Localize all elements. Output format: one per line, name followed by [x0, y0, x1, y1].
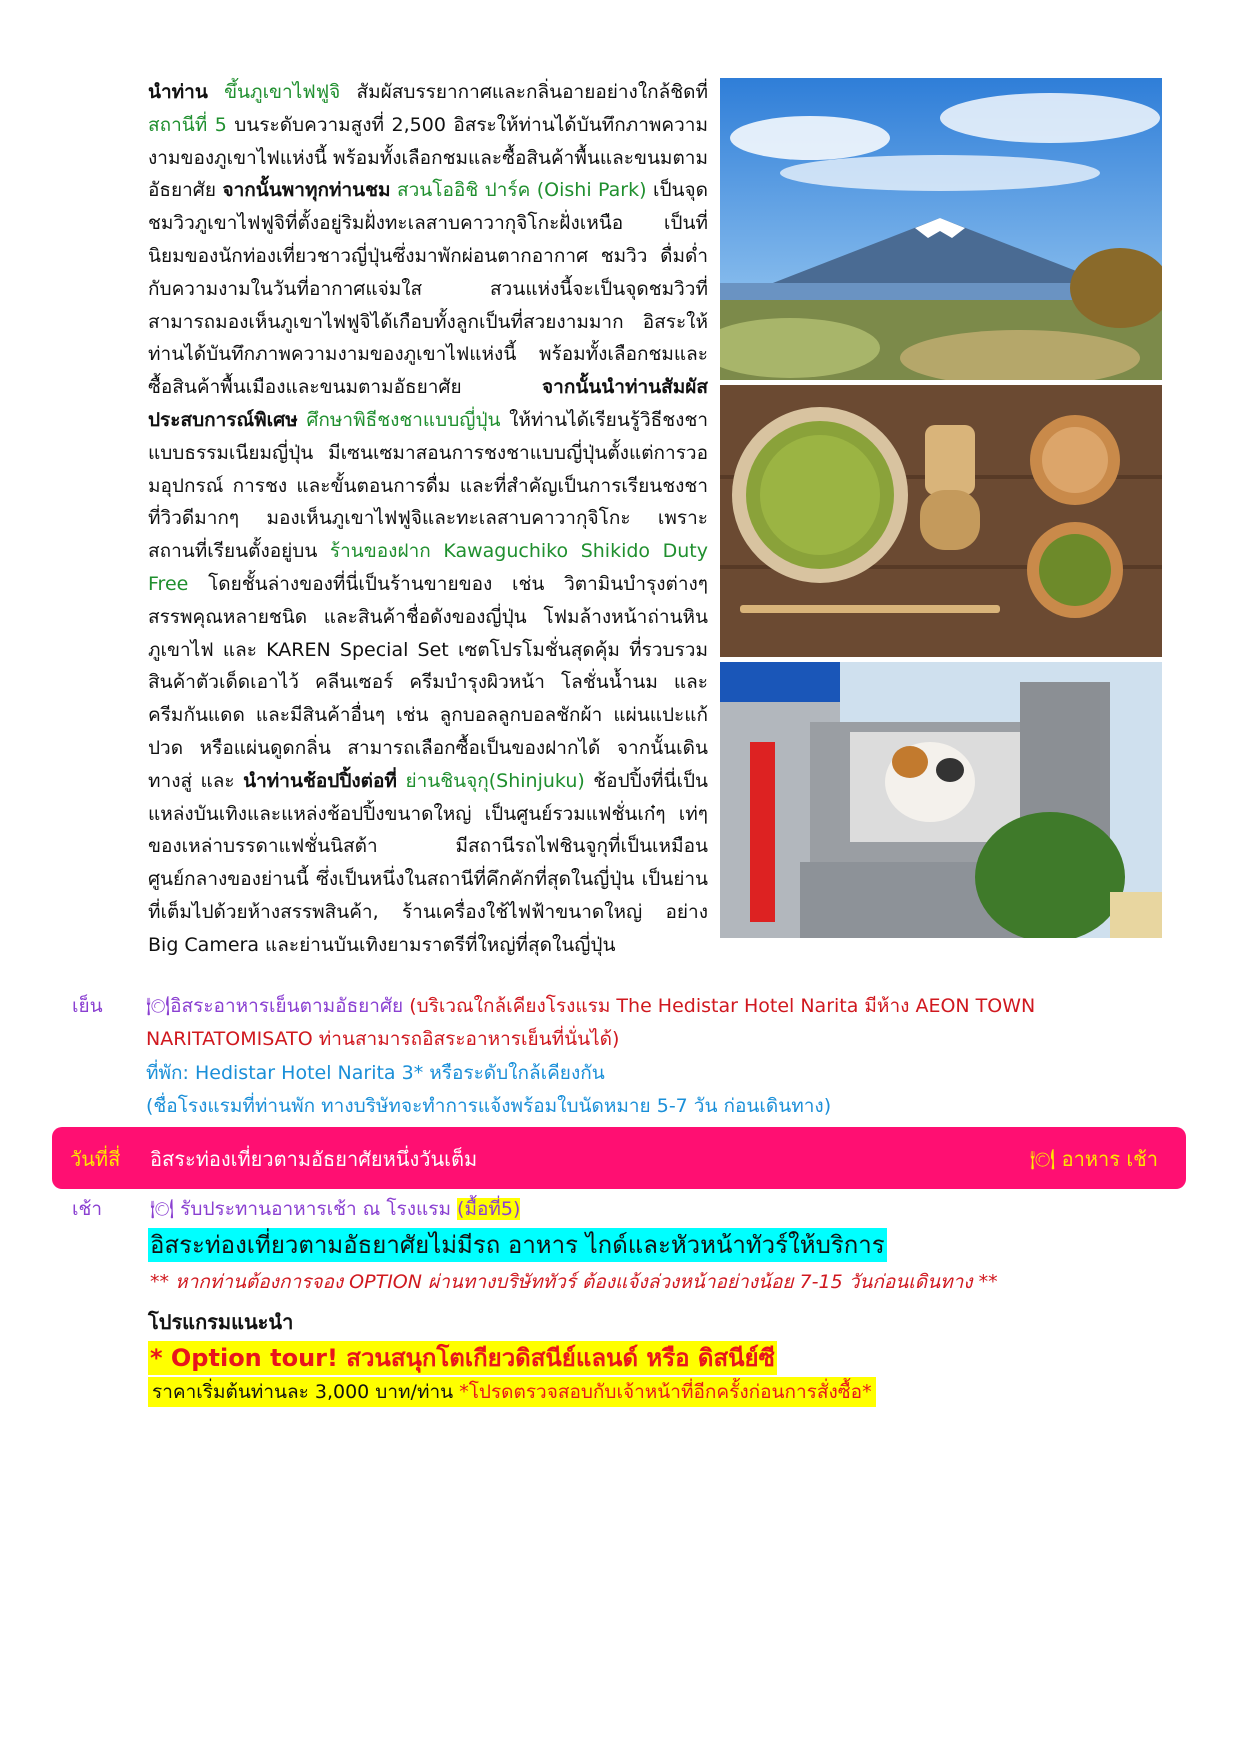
intro-lead: นำท่าน — [148, 81, 208, 103]
option-tour: * Option tour! สวนสนุกโตเกียวดิสนีย์แลนด์ หรือ ดิสนีย์ซี — [148, 1341, 777, 1375]
tea-ceremony: ศึกษาพิธีชงชาแบบญี่ปุ่น — [306, 408, 501, 431]
intro-text-2: บนระดับความสูงที่ 2,500 อิสระให้ท่านได้บันทึกภาพความงามของภูเขาไฟแห่งนี้ พร้อมทั้งเลือกชมและซื้อสินค้าพื้นและขนมตามอัธยาศัย — [148, 113, 708, 202]
oishi-park: สวนโออิชิ ปาร์ค (Oishi Park) — [397, 179, 647, 202]
breakfast-text — [150, 1193, 520, 1226]
option-booking-note: ** หากท่านต้องการจอง OPTION ผ่านทางบริษัททัวร์ ต้องแจ้งล่วงหน้าอย่างน้อย 7-15 วันก่อนเดินทาง ** — [150, 1271, 998, 1293]
shinjuku-cat-photo — [720, 662, 1162, 938]
price-note: *โปรดตรวจสอบกับเจ้าหน้าที่อีกครั้งก่อนการสั่งซื้อ* — [459, 1381, 872, 1403]
dinner-detail: (บริเวณใกล้เคียงโรงแรม The Hedistar Hotel Narita มีห้าง AEON TOWN NARITATOMISATO ท่านสามารถอิสระอาหารเย็นที่นั่นได้) — [146, 995, 1036, 1050]
special-experience: จากนั้นนำท่านสัมผัสประสบการณ์พิเศษ — [148, 376, 708, 431]
day-title: อิสระท่องเที่ยวตามอัธยาศัยหนึ่งวันเต็ม — [150, 1147, 478, 1171]
free-day-notice: อิสระท่องเที่ยวตามอัธยาศัยไม่มีรถ อาหาร ไกด์และหัวหน้าทัวร์ให้บริการ — [148, 1228, 887, 1262]
meal-icon: 🍽 — [146, 995, 171, 1017]
hotel-line: ที่พัก: Hedistar Hotel Narita 3* หรือระดับใกล้เคียงกัน — [146, 1062, 605, 1084]
then-visit: จากนั้นพาทุกท่านชม — [222, 179, 391, 202]
option-price — [148, 1377, 876, 1407]
intro-text-6: ช้อปปิ้งที่นี่เป็นแหล่งบันเทิงและแหล่งช้อปปิ้งขนาดใหญ่ เป็นศูนย์รวมแฟชั่นเก๋ๆ เท่ๆ ของเหล่าบรรดาแฟชั่นนิสต้า มีสถานีรถไฟชินจูกุที่เป็นเหมือนศูนย์กลางของย่านนี้ ซึ่งเป็นหนึ่งในสถานีที่คึกคักที่สุดในญี่ปุ่น เป็นย่านที่เต็มไปด้วยห้างสรรพสินค้า, ร้านเครื่องใช้ไฟฟ้าขนาดใหญ่ อย่าง Big Camera และย่านบันเทิงยามราตรีที่ใหญ่ที่สุดในญี่ปุ่น — [148, 769, 709, 956]
dinner-label: เย็น — [72, 995, 103, 1017]
shinjuku: ย่านชินจุกุ(Shinjuku) — [405, 769, 585, 792]
hotel-note: (ชื่อโรงแรมที่ท่านพัก ทางบริษัทจะทำการแจ้งพร้อมใบนัดหมาย 5-7 วัน ก่อนเดินทาง) — [146, 1095, 832, 1117]
day-description — [148, 76, 708, 962]
mount-fuji-photo — [720, 78, 1162, 380]
day-meal-text: อาหาร เช้า — [1061, 1147, 1158, 1171]
station-5: สถานีที่ 5 — [148, 113, 227, 136]
duty-free-shop: ร้านของฝาก Kawaguchiko Shikido Duty Free — [148, 540, 708, 595]
matcha-tea-photo — [720, 385, 1162, 657]
meal-icon: 🍽 — [150, 1198, 175, 1220]
recommended-heading: โปรแกรมแนะนำ — [148, 1310, 294, 1334]
photo-column — [720, 78, 1162, 943]
breakfast-label: เช้า — [72, 1198, 103, 1220]
breakfast-desc: รับประทานอาหารเช้า ณ โรงแรม — [180, 1198, 451, 1220]
intro-text-3: เป็นจุดชมวิวภูเขาไฟฟูจิที่ตั้งอยู่ริมฝั่งทะเลสาบคาวากุจิโกะฝั่งเหนือ เป็นที่นิยมของนักท่องเที่ยวชาวญี่ปุ่นซึ่งมาพักผ่อนตากอากาศ ชมวิว ดื่มด่ำกับความงามในวันที่อากาศแจ่มใส สวนแห่งนี้จะเป็นจุดชมวิวที่สามารถมองเห็นภูเขาไฟฟูจิได้เกือบทั้งลูกเป็นที่สวยงามมาก อิสระให้ท่านได้บันทึกภาพความงามของภูเขาไฟแห่งนี้ พร้อมทั้งเลือกชมและซื้อสินค้าพื้นเมืองและขนมตามอัธยาศัย — [148, 179, 708, 399]
meal-icon: 🍽 — [1029, 1147, 1056, 1171]
dinner-text — [146, 990, 1176, 1056]
intro-text-1: สัมผัสบรรยากาศและกลิ่นอายอย่างใกล้ชิดที่ — [356, 81, 709, 103]
day-4-header — [52, 1127, 1186, 1189]
price-text: ราคาเริ่มต้นท่านละ 3,000 บาท/ท่าน — [152, 1381, 454, 1403]
day-meal — [1030, 1143, 1158, 1175]
meal-number: (มื้อที่5) — [457, 1198, 521, 1220]
shopping-lead: นำท่านช้อปปิ้งต่อที่ — [243, 769, 397, 792]
day-label: วันที่สี่ — [70, 1147, 121, 1171]
dinner-free: อิสระอาหารเย็นตามอัธยาศัย — [170, 995, 404, 1017]
intro-text-4: ให้ท่านได้เรียนรู้วิธีชงชาแบบธรรมเนียมญี่ปุ่น มีเซนเซมาสอนการชงชาแบบญี่ปุ่นตั้งแต่การวอมอุปกรณ์ การชง และขั้นตอนการดื่ม และที่สำคัญเป็นการเรียนชงชาที่วิวดีมากๆ มองเห็นภูเขาไฟฟูจิและทะเลสาบคาวากุจิโกะ เพราะสถานที่เรียนตั้งอยู่บน — [148, 408, 709, 563]
fuji-climb-link: ขึ้นภูเขาไฟฟูจิ — [224, 81, 341, 103]
intro-text-5: โดยชั้นล่างของที่นี่เป็นร้านขายของ เช่น วิตามินบำรุงต่างๆ สรรพคุณหลายชนิด และสินค้าชื่อดังของญี่ปุ่น โฟมล้างหน้าถ่านหินภูเขาไฟ และ KAREN Special Set เซตโปรโมชั่นสุดคุ้ม ที่รวบรวมสินค้าตัวเด็ดเอาไว้ คลีนเซอร์ ครีมบำรุงผิวหน้า โลชั่นน้ำนม และ ครีมกันแดด และมีสินค้าอื่นๆ เช่น ลูกบอลลูกบอลชักผ้า แผ่นแปะแก้ปวด หรือแผ่นดูดกลิ่น สามารถเลือกซื้อเป็นของฝากได้ จากนั้นเดินทางสู่ และ — [148, 572, 708, 792]
